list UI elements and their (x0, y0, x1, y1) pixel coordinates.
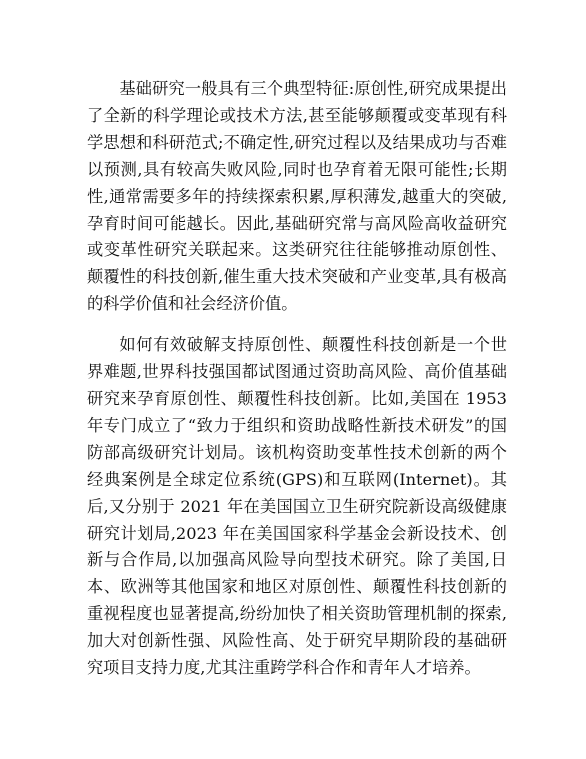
paragraph-supporting-original-innovation: 如何有效破解支持原创性、颠覆性科技创新是一个世界难题,世界科技强国都试图通过资助高风险、高价值基础研究来孕育原创性、颠覆性科技创新。比如,美国在 1953 年专门成立了“致力于组织和资助战略性新技术研发”的国防部高级研究计划局。该机构资助变革性技术创新的两个经典案例是全球定位系统(GPS)和互联网(Internet)。其后,又分别于 2021 年在美国国立卫生研究院新设高级健康研究计划局,2023 年在美国国家科学基金会新设技术、创新与合作局,以加强高风险导向型技术研究。除了美国,日本、欧洲等其他国家和地区对原创性、颠覆性科技创新的重视程度也显著提高,纷纷加快了相关资助管理机制的探索,加大对创新性强、风险性高、处于研究早期阶段的基础研究项目支持力度,尤其注重跨学科合作和青年人才培养。 (87, 335, 507, 678)
document-body (87, 76, 507, 682)
paragraph-basic-research-characteristics: 基础研究一般具有三个典型特征:原创性,研究成果提出了全新的科学理论或技术方法,甚至能够颠覆或变革现有科学思想和科研范式;不确定性,研究过程以及结果成功与否难以预测,具有较高失败风险,同时也孕育着无限可能性;长期性,通常需要多年的持续探索积累,厚积薄发,越重大的突破,孕育时间可能越长。因此,基础研究常与高风险高收益研究或变革性研究关联起来。这类研究往往能够推动原创性、颠覆性的科技创新,催生重大技术突破和产业变革,具有极高的科学价值和社会经济价值。 (87, 79, 507, 314)
